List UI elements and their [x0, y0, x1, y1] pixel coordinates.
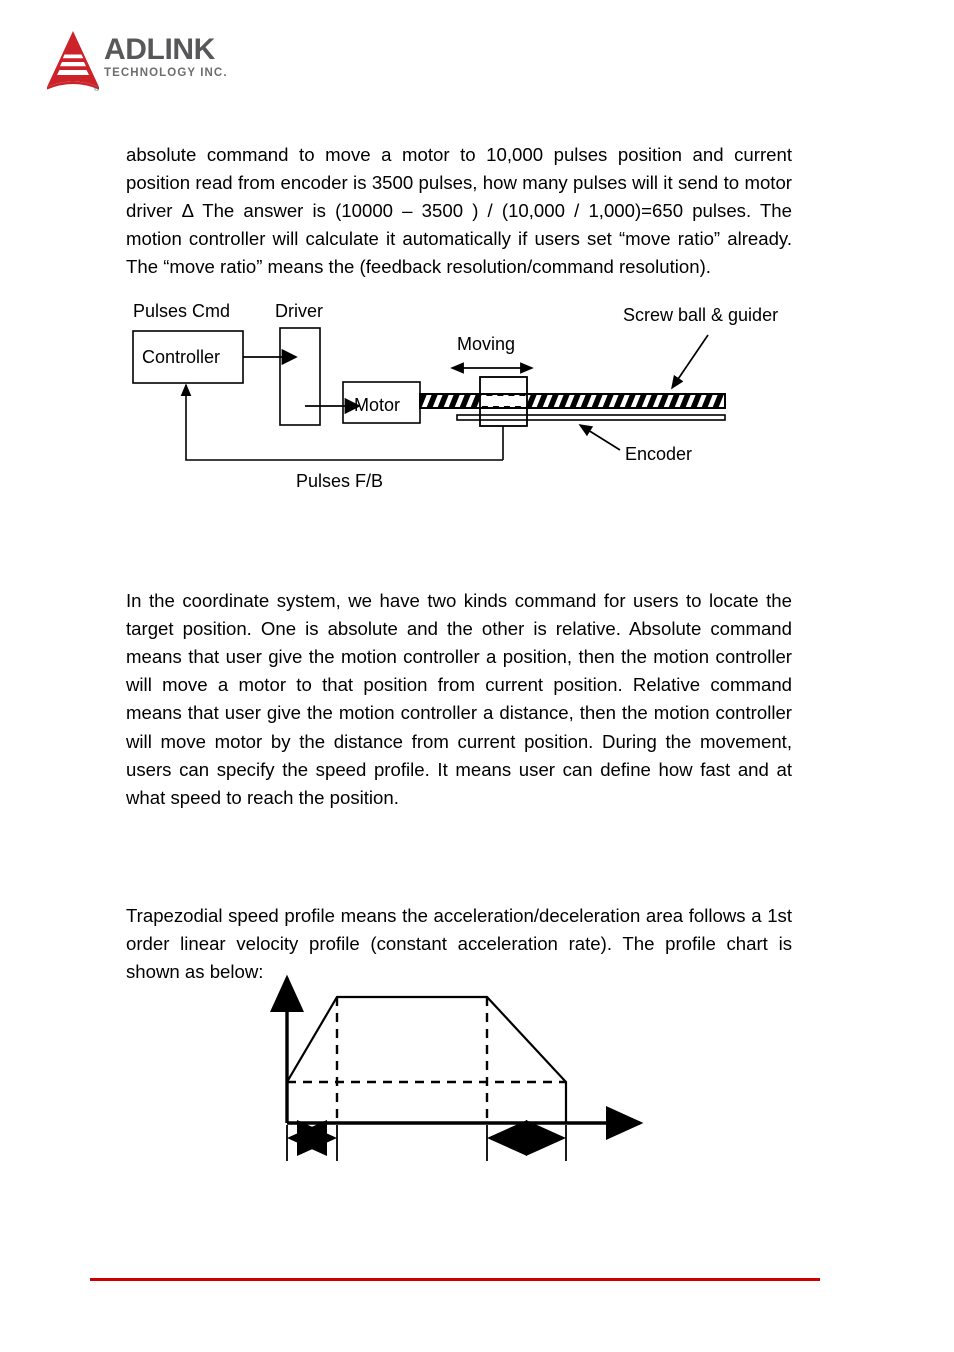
label-moving: Moving: [457, 334, 516, 354]
registered-mark-glyph: ®: [94, 86, 100, 92]
adlink-wordmark: [104, 34, 304, 84]
screw-shaft: [420, 394, 725, 408]
label-screw-ball-guider: Screw ball & guider: [623, 305, 779, 325]
label-pulses-cmd: Pulses Cmd: [133, 301, 231, 321]
block-driver: [280, 328, 320, 425]
page-header: [0, 0, 954, 110]
label-driver: Driver: [275, 301, 323, 321]
adlink-logo-icon: [45, 30, 101, 92]
footer-rule: [90, 1278, 820, 1281]
paragraph-absolute-command: absolute command to move a motor to 10,000 pulses position and current position read from encoder is 3500 pulses, how many pulses will it send to motor driver Δ The answer is (10000 – 3500 ) / (10,000 / 1,000)=650 pulses. The motion controller will calculate it automatically if users set “move ratio” already. The “move ratio” means the (feedback resolution/command resolution).: [126, 143, 792, 278]
velocity-trapezoid-curve: [287, 997, 566, 1123]
motor-control-block-diagram: [120, 295, 850, 495]
label-controller: Controller: [142, 347, 221, 367]
pointer-screw-ball-guider: [672, 335, 708, 388]
paragraph-trapezoidal-profile: Trapezodial speed profile means the acceleration/deceleration area follows a 1st order linear velocity profile (constant acceleration rate). The profile chart is shown as below:: [126, 904, 792, 982]
label-encoder: Encoder: [625, 444, 693, 464]
brand-name: ADLINK: [104, 33, 215, 66]
label-motor: Motor: [354, 395, 401, 415]
brand-tagline: TECHNOLOGY INC.: [104, 67, 228, 79]
label-pulses-fb: Pulses F/B: [296, 471, 384, 491]
trapezoidal-speed-profile-chart: [255, 965, 675, 1180]
pointer-encoder: [580, 425, 620, 450]
paragraph-coordinate-system: In the coordinate system, we have two kinds command for users to locate the target position. One is absolute and the other is relative. Absolute command means that user give the motion controller a position, then the motion controller will move a motor to that position from current position. Relative command means that user give the motion controller a distance, then the motion controller will move motor by the distance from current position. During the movement, users can specify the speed profile. It means user can define how fast and at what speed to reach the position.: [126, 589, 792, 809]
